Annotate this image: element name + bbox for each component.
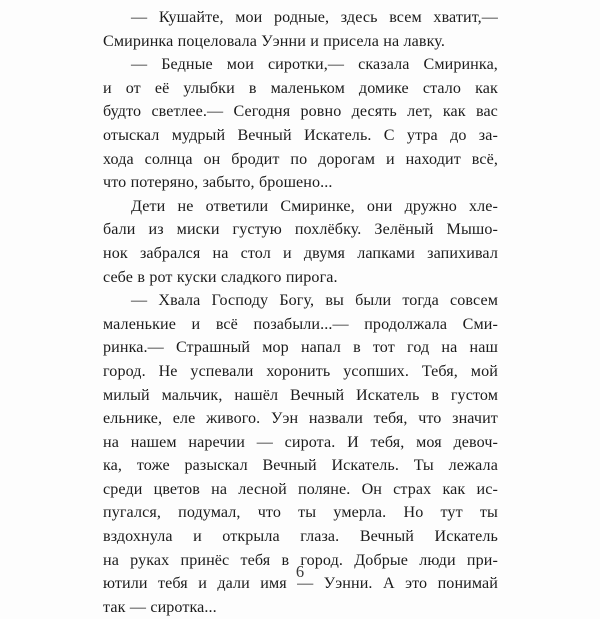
word: Вечный [262, 457, 317, 475]
text-line [103, 336, 498, 360]
word: — [131, 56, 148, 74]
word: сиротки,— [267, 56, 345, 74]
word: нок [103, 244, 128, 262]
word: мальчик, [161, 386, 223, 404]
text-line [103, 124, 498, 148]
word: лапками [357, 244, 416, 262]
word: как [475, 79, 498, 97]
word: пугался, [103, 504, 161, 522]
word: всё, [471, 150, 498, 168]
word: значит [452, 410, 498, 428]
word: и [283, 244, 292, 262]
word: ответили [205, 197, 269, 215]
word: сказала [358, 56, 410, 74]
word: страх [393, 480, 432, 498]
word: что [418, 410, 442, 428]
word: миски [176, 221, 220, 239]
text-line [103, 218, 498, 242]
word: из [148, 221, 164, 239]
word: — [131, 292, 148, 310]
word: как [442, 103, 466, 121]
word: ты [479, 504, 498, 522]
text-line [103, 360, 498, 384]
word: хватит,— [433, 9, 498, 26]
word: Мышо- [446, 221, 498, 239]
word: это [405, 575, 428, 593]
word: мой [470, 362, 498, 380]
word: совсем [450, 292, 498, 310]
word: тебя, [373, 410, 408, 428]
word: не [177, 197, 194, 215]
text-line [103, 195, 498, 219]
word: похлёбку. [294, 221, 362, 239]
word: что [257, 504, 281, 522]
word: Тебя, [421, 362, 458, 380]
word: за- [478, 126, 498, 144]
word: запихивал [427, 244, 498, 262]
word: в [248, 79, 257, 97]
word: как [442, 480, 466, 498]
word: тебя [240, 551, 271, 569]
word: А [382, 575, 395, 593]
text-line [103, 6, 498, 30]
paragraph [103, 6, 498, 53]
word: разыскал [184, 457, 248, 475]
word: — [297, 575, 314, 593]
word: Искатель. [331, 457, 399, 475]
word: имя [260, 575, 287, 593]
word: на [441, 339, 458, 357]
word: Бедные [161, 56, 213, 74]
paragraph [103, 195, 498, 289]
word: здесь [340, 9, 378, 26]
word: Страшный [175, 339, 251, 357]
text-line [103, 431, 498, 455]
word: от [125, 79, 141, 97]
word: и [385, 150, 395, 168]
word: на [211, 480, 228, 498]
text-line [103, 148, 498, 172]
word: хода [103, 150, 134, 168]
word: всем [389, 9, 422, 26]
word: Дети [131, 197, 166, 215]
word: Сегодня [233, 103, 291, 121]
text-line: что потеряно, забыто, брошено... [103, 174, 333, 192]
word: вы [325, 292, 344, 310]
word: забрался [139, 244, 201, 262]
word: ютили [103, 575, 148, 593]
word: понимай [437, 575, 498, 593]
word: — [256, 433, 273, 451]
text-line [103, 77, 498, 101]
word: успевали [190, 362, 254, 380]
word: усопших. [343, 362, 409, 380]
word: по [290, 150, 308, 168]
word: лет, [407, 103, 433, 121]
word: моя [416, 433, 442, 451]
word: при- [466, 551, 498, 569]
word: мои [226, 56, 254, 74]
word: живого. [206, 410, 261, 428]
word: Искатель. [303, 126, 372, 144]
word: Но [403, 504, 424, 522]
word: на [103, 551, 119, 569]
word: среди [103, 480, 143, 498]
word: густую [232, 221, 282, 239]
word: назвали [308, 410, 363, 428]
word: сирота. [284, 433, 336, 451]
text-line [103, 501, 498, 525]
word: ельнике, [103, 410, 163, 428]
word: Кушайте, [158, 9, 224, 26]
word: ровно [300, 103, 342, 121]
word: мудрый [171, 126, 226, 144]
word: тебя [158, 575, 188, 593]
word: на [103, 433, 119, 451]
word: дали [217, 575, 250, 593]
word: домике [358, 79, 409, 97]
word: в [353, 339, 361, 357]
word: поляне. [298, 480, 351, 498]
text-line: себе в рот куски сладкого пирога. [103, 268, 338, 286]
word: и [193, 528, 202, 546]
word: улыбки [183, 79, 235, 97]
word: в [281, 551, 290, 569]
word: светлее.— [151, 103, 224, 121]
word: Искатель [434, 528, 498, 546]
word: Хвала [158, 292, 201, 310]
word: С [383, 126, 395, 144]
text-line [103, 407, 498, 431]
word: двумя [303, 244, 346, 262]
word: и [103, 79, 112, 97]
word: вздохнула [103, 528, 173, 546]
word: до [450, 126, 467, 144]
word: и [191, 315, 201, 333]
word: продолжала [364, 315, 448, 333]
word: цветов [153, 480, 200, 498]
word: бродит [231, 150, 280, 168]
word: хоронить [266, 362, 331, 380]
word: они [366, 197, 393, 215]
word: город. [103, 362, 146, 380]
word: позабыли...— [253, 315, 349, 333]
word: глаза. [300, 528, 340, 546]
word: руках [130, 551, 170, 569]
word: Добрые [354, 551, 409, 569]
word: Смиринке, [280, 197, 355, 215]
word: наречии [188, 433, 245, 451]
text-line [103, 313, 498, 337]
word: наш [469, 339, 498, 357]
word: маленьком [270, 79, 345, 97]
word: открыла [222, 528, 280, 546]
word: милый [103, 386, 150, 404]
word: тут [440, 504, 463, 522]
word: нашем [130, 433, 177, 451]
word: стол [240, 244, 271, 262]
word: вас [475, 103, 498, 121]
word: мои [235, 9, 263, 26]
word: он [203, 150, 221, 168]
word: хле- [469, 197, 498, 215]
text-line [103, 100, 498, 124]
word: лесной [238, 480, 287, 498]
word: стало [422, 79, 462, 97]
word: Искатель [356, 386, 420, 404]
text-line: так — сиротка... [103, 598, 217, 616]
word: люди [419, 551, 456, 569]
word: год [407, 339, 430, 357]
word: подумал, [178, 504, 241, 522]
word: тоже [136, 457, 170, 475]
text-line [103, 242, 498, 266]
word: будто [103, 103, 142, 121]
word: лежала [448, 457, 498, 475]
word: утра [406, 126, 438, 144]
word: ты [298, 504, 317, 522]
word: — [131, 9, 148, 26]
word: Он [361, 480, 382, 498]
word: тогда [402, 292, 439, 310]
page-text-column [103, 6, 498, 619]
word: Зелёный [374, 221, 434, 239]
word: ринка.— [103, 339, 164, 357]
text-line [103, 384, 498, 408]
word: солнца [144, 150, 193, 168]
word: напал [300, 339, 341, 357]
word: принёс [180, 551, 230, 569]
word: бали [103, 221, 136, 239]
word: её [154, 79, 170, 97]
word: мор [262, 339, 289, 357]
word: в [431, 386, 440, 404]
word: Вечный [289, 386, 345, 404]
word: город. [300, 551, 344, 569]
text-line: Смиринка поцеловала Уэнни и присела на лавку. [103, 32, 445, 50]
word: Уэнни. [323, 575, 373, 593]
word: были [355, 292, 392, 310]
word: Богу, [279, 292, 315, 310]
text-line [103, 289, 498, 313]
text-line [103, 53, 498, 77]
word: И [347, 433, 359, 451]
text-line [103, 454, 498, 478]
paragraph [103, 53, 498, 195]
word: родные, [274, 9, 330, 26]
word: Смиринка, [423, 56, 498, 74]
word: отыскал [103, 126, 160, 144]
word: нашёл [234, 386, 279, 404]
word: ис- [476, 480, 498, 498]
word: Вечный [237, 126, 292, 144]
word: дорогам [318, 150, 376, 168]
text-line [103, 525, 498, 549]
word: Уэн [270, 410, 299, 428]
word: маленькие [103, 315, 176, 333]
word: еле [172, 410, 196, 428]
word: ка, [103, 457, 123, 475]
word: Ты [413, 457, 434, 475]
text-line [103, 478, 498, 502]
word: всё [215, 315, 238, 333]
word: девоч- [453, 433, 498, 451]
word: Не [158, 362, 178, 380]
word: десять [351, 103, 397, 121]
word: Господу [211, 292, 269, 310]
word: дружно [404, 197, 457, 215]
word: на [212, 244, 229, 262]
word: находит [405, 150, 461, 168]
page-number: 6 [295, 562, 305, 581]
word: тебя, [370, 433, 405, 451]
word: и [198, 575, 207, 593]
word: Сми- [462, 315, 498, 333]
word: тот [372, 339, 395, 357]
word: густом [450, 386, 498, 404]
word: умерла. [333, 504, 387, 522]
word: Вечный [359, 528, 415, 546]
